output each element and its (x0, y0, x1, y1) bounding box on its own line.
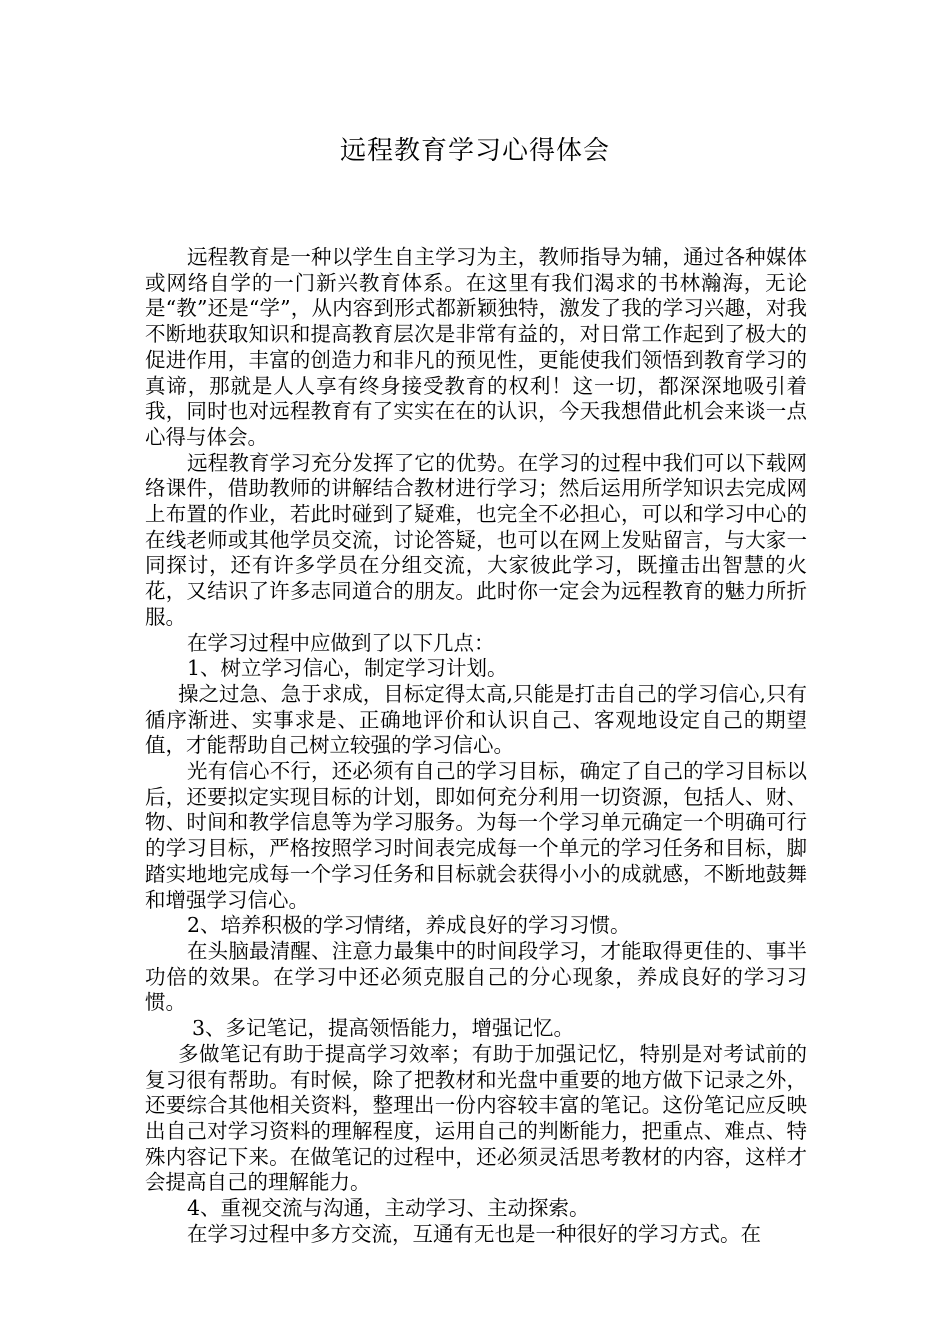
paragraph-advantages: 远程教育学习充分发挥了它的优势。在学习的过程中我们可以下载网络课件，借助教师的讲解结合教材进行学习；然后运用所学知识去完成网上布置的作业，若此时碰到了疑难，也完全不必担心，可以和学习中心的在线老师或其他学员交流，讨论答疑，也可以在网上发贴留言，与大家一同探讨，还有许多学员在分组交流，大家彼此学习，既撞击出智慧的火花，又结识了许多志同道合的朋友。此时你一定会为远程教育的魅力所折服。 (145, 450, 807, 629)
paragraph-point-1b: 光有信心不行，还必须有自己的学习目标，确定了自己的学习目标以后，还要拟定实现目标的计划，即如何充分利用一切资源，包括人、财、物、时间和教学信息等为学习服务。为每一个学习单元确定一个明确可行的学习目标，严格按照学习时间表完成每一个单元的学习任务和目标，脚踏实地地完成每一个学习任务和目标就会获得小小的成就感，不断地鼓舞和增强学习信心。 (145, 759, 807, 912)
paragraph-point-4: 在学习过程中多方交流，互通有无也是一种很好的学习方式。在 (187, 1221, 761, 1246)
document-body (145, 245, 807, 1247)
paragraph-point-3: 多做笔记有助于提高学习效率；有助于加强记忆，特别是对考试前的复习很有帮助。有时候，除了把教材和光盘中重要的地方做下记录之外，还要综合其他相关资料，整理出一份内容较丰富的笔记。这份笔记应反映出自己对学习资料的理解程度，运用自己的判断能力，把重点、难点、特殊内容记下来。在做笔记的过程中，还必须灵活思考教材的内容，这样才会提高自己的理解能力。 (145, 1041, 807, 1195)
heading-point-4: 4、重视交流与沟通，主动学习、主动探索。 (187, 1196, 590, 1221)
paragraph-points-intro: 在学习过程中应做到了以下几点： (187, 630, 495, 655)
paragraph-intro: 远程教育是一种以学生自主学习为主，教师指导为辅，通过各种媒体或网络自学的一门新兴教育体系。在这里有我们渴求的书林瀚海，无论是“教”还是“学”，从内容到形式都新颖独特，激发了我的学习兴趣，对我不断地获取知识和提高教育层次是非常有益的，对日常工作起到了极大的促进作用，丰富的创造力和非凡的预见性，更能使我们领悟到教育学习的真谛，那就是人人享有终身接受教育的权利！这一切，都深深地吸引着我，同时也对远程教育有了实实在在的认识，今天我想借此机会来谈一点心得与体会。 (145, 245, 807, 449)
paragraph-point-2: 在头脑最清醒、注意力最集中的时间段学习，才能取得更佳的、事半功倍的效果。在学习中还必须克服自己的分心现象，养成良好的学习习惯。 (145, 938, 807, 1015)
heading-point-1: 1、树立学习信心，制定学习计划。 (187, 656, 508, 681)
heading-point-3: 3、多记笔记，提高领悟能力，增强记忆。 (192, 1016, 575, 1041)
paragraph-point-1a: 操之过急、急于求成，目标定得太高,只能是打击自己的学习信心,只有循序渐进、实事求是、正确地评价和认识自己、客观地设定自己的期望值，才能帮助自己树立较强的学习信心。 (145, 681, 807, 758)
heading-point-2: 2、培养积极的学习情绪，养成良好的学习习惯。 (187, 913, 631, 938)
document-title: 远程教育学习心得体会 (339, 136, 610, 166)
